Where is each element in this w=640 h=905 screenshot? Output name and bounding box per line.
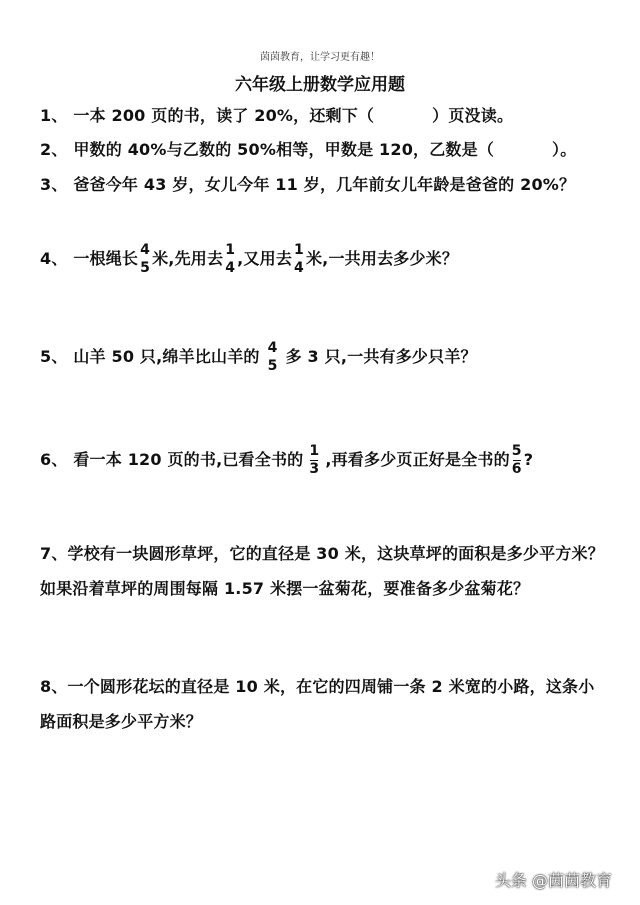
- question-text: 米,先用去: [152, 249, 224, 268]
- question-number: 3、: [40, 175, 68, 194]
- fraction: [309, 443, 319, 478]
- question-3: [40, 172, 575, 195]
- fraction-numerator: 1: [225, 242, 236, 258]
- fraction-denominator: 6: [511, 461, 522, 477]
- question-7-line-1: 7、学校有一块圆形草坪，它的直径是 30 米，这块草坪的面积是多少平方米？: [40, 544, 604, 563]
- question-text: 一本 200 页的书，读了 20%，还剩下（: [73, 106, 375, 125]
- question-text: 山羊 50 只,绵羊比山羊的: [73, 347, 260, 366]
- fraction-numerator: 4: [140, 242, 151, 258]
- question-1: [40, 103, 513, 126]
- question-text: 一根绳长: [73, 249, 139, 268]
- question-text: ）。: [552, 140, 577, 159]
- question-number: 5、: [40, 347, 68, 366]
- question-5: [40, 340, 477, 375]
- question-6: [40, 443, 533, 478]
- fraction-denominator: 3: [309, 461, 320, 477]
- question-number: 2、: [40, 140, 68, 159]
- fraction-numerator: 1: [309, 443, 320, 459]
- question-text: 爸爸今年 43 岁，女儿今年 11 岁，几年前女儿年龄是爸爸的 20%？: [73, 175, 576, 194]
- fraction: [225, 242, 235, 277]
- watermark: 头条 @茵茵教育: [494, 871, 612, 890]
- fraction-denominator: 4: [225, 260, 236, 276]
- fraction-numerator: 5: [511, 443, 522, 459]
- question-text: ,又用去: [237, 249, 293, 268]
- question-8-line-1: 8、一个圆形花坛的直径是 10 米，在它的四周铺一条 2 米宽的小路，这条小: [40, 677, 595, 696]
- question-text: 甲数的 40%与乙数的 50%相等，甲数是 120，乙数是（: [73, 140, 495, 159]
- question-number: 1、: [40, 106, 68, 125]
- question-text: 米,一共用去多少米？: [305, 249, 459, 268]
- fraction-numerator: 1: [294, 242, 304, 258]
- question-4: [40, 242, 458, 277]
- question-text: 看一本 120 页的书,已看全书的: [73, 450, 304, 469]
- fraction: [512, 443, 522, 478]
- question-text: ,再看多少页正好是全书的: [325, 450, 510, 469]
- page-title: 六年级上册数学应用题: [235, 75, 405, 95]
- fraction-denominator: 4: [294, 260, 304, 276]
- question-2: [40, 137, 576, 160]
- fraction: [294, 242, 304, 277]
- fraction-denominator: 5: [140, 260, 151, 276]
- question-8-line-2: 路面积是多少平方米？: [40, 712, 203, 731]
- fraction: [140, 242, 150, 277]
- question-7-line-2: 如果沿着草坪的周围每隔 1.57 米摆一盆菊花，要准备多少盆菊花？: [40, 579, 530, 598]
- fraction-numerator: 4: [267, 340, 278, 356]
- fraction: [268, 340, 278, 375]
- question-text: ）页没读。: [432, 106, 514, 125]
- question-number: 4、: [40, 249, 68, 268]
- question-text: 多 3 只,一共有多少只羊？: [285, 347, 477, 366]
- question-text: ?: [523, 450, 534, 469]
- question-number: 6、: [40, 450, 68, 469]
- header-note: 茵茵教育，让学习更有趣！: [260, 52, 380, 63]
- fraction-denominator: 5: [267, 358, 278, 374]
